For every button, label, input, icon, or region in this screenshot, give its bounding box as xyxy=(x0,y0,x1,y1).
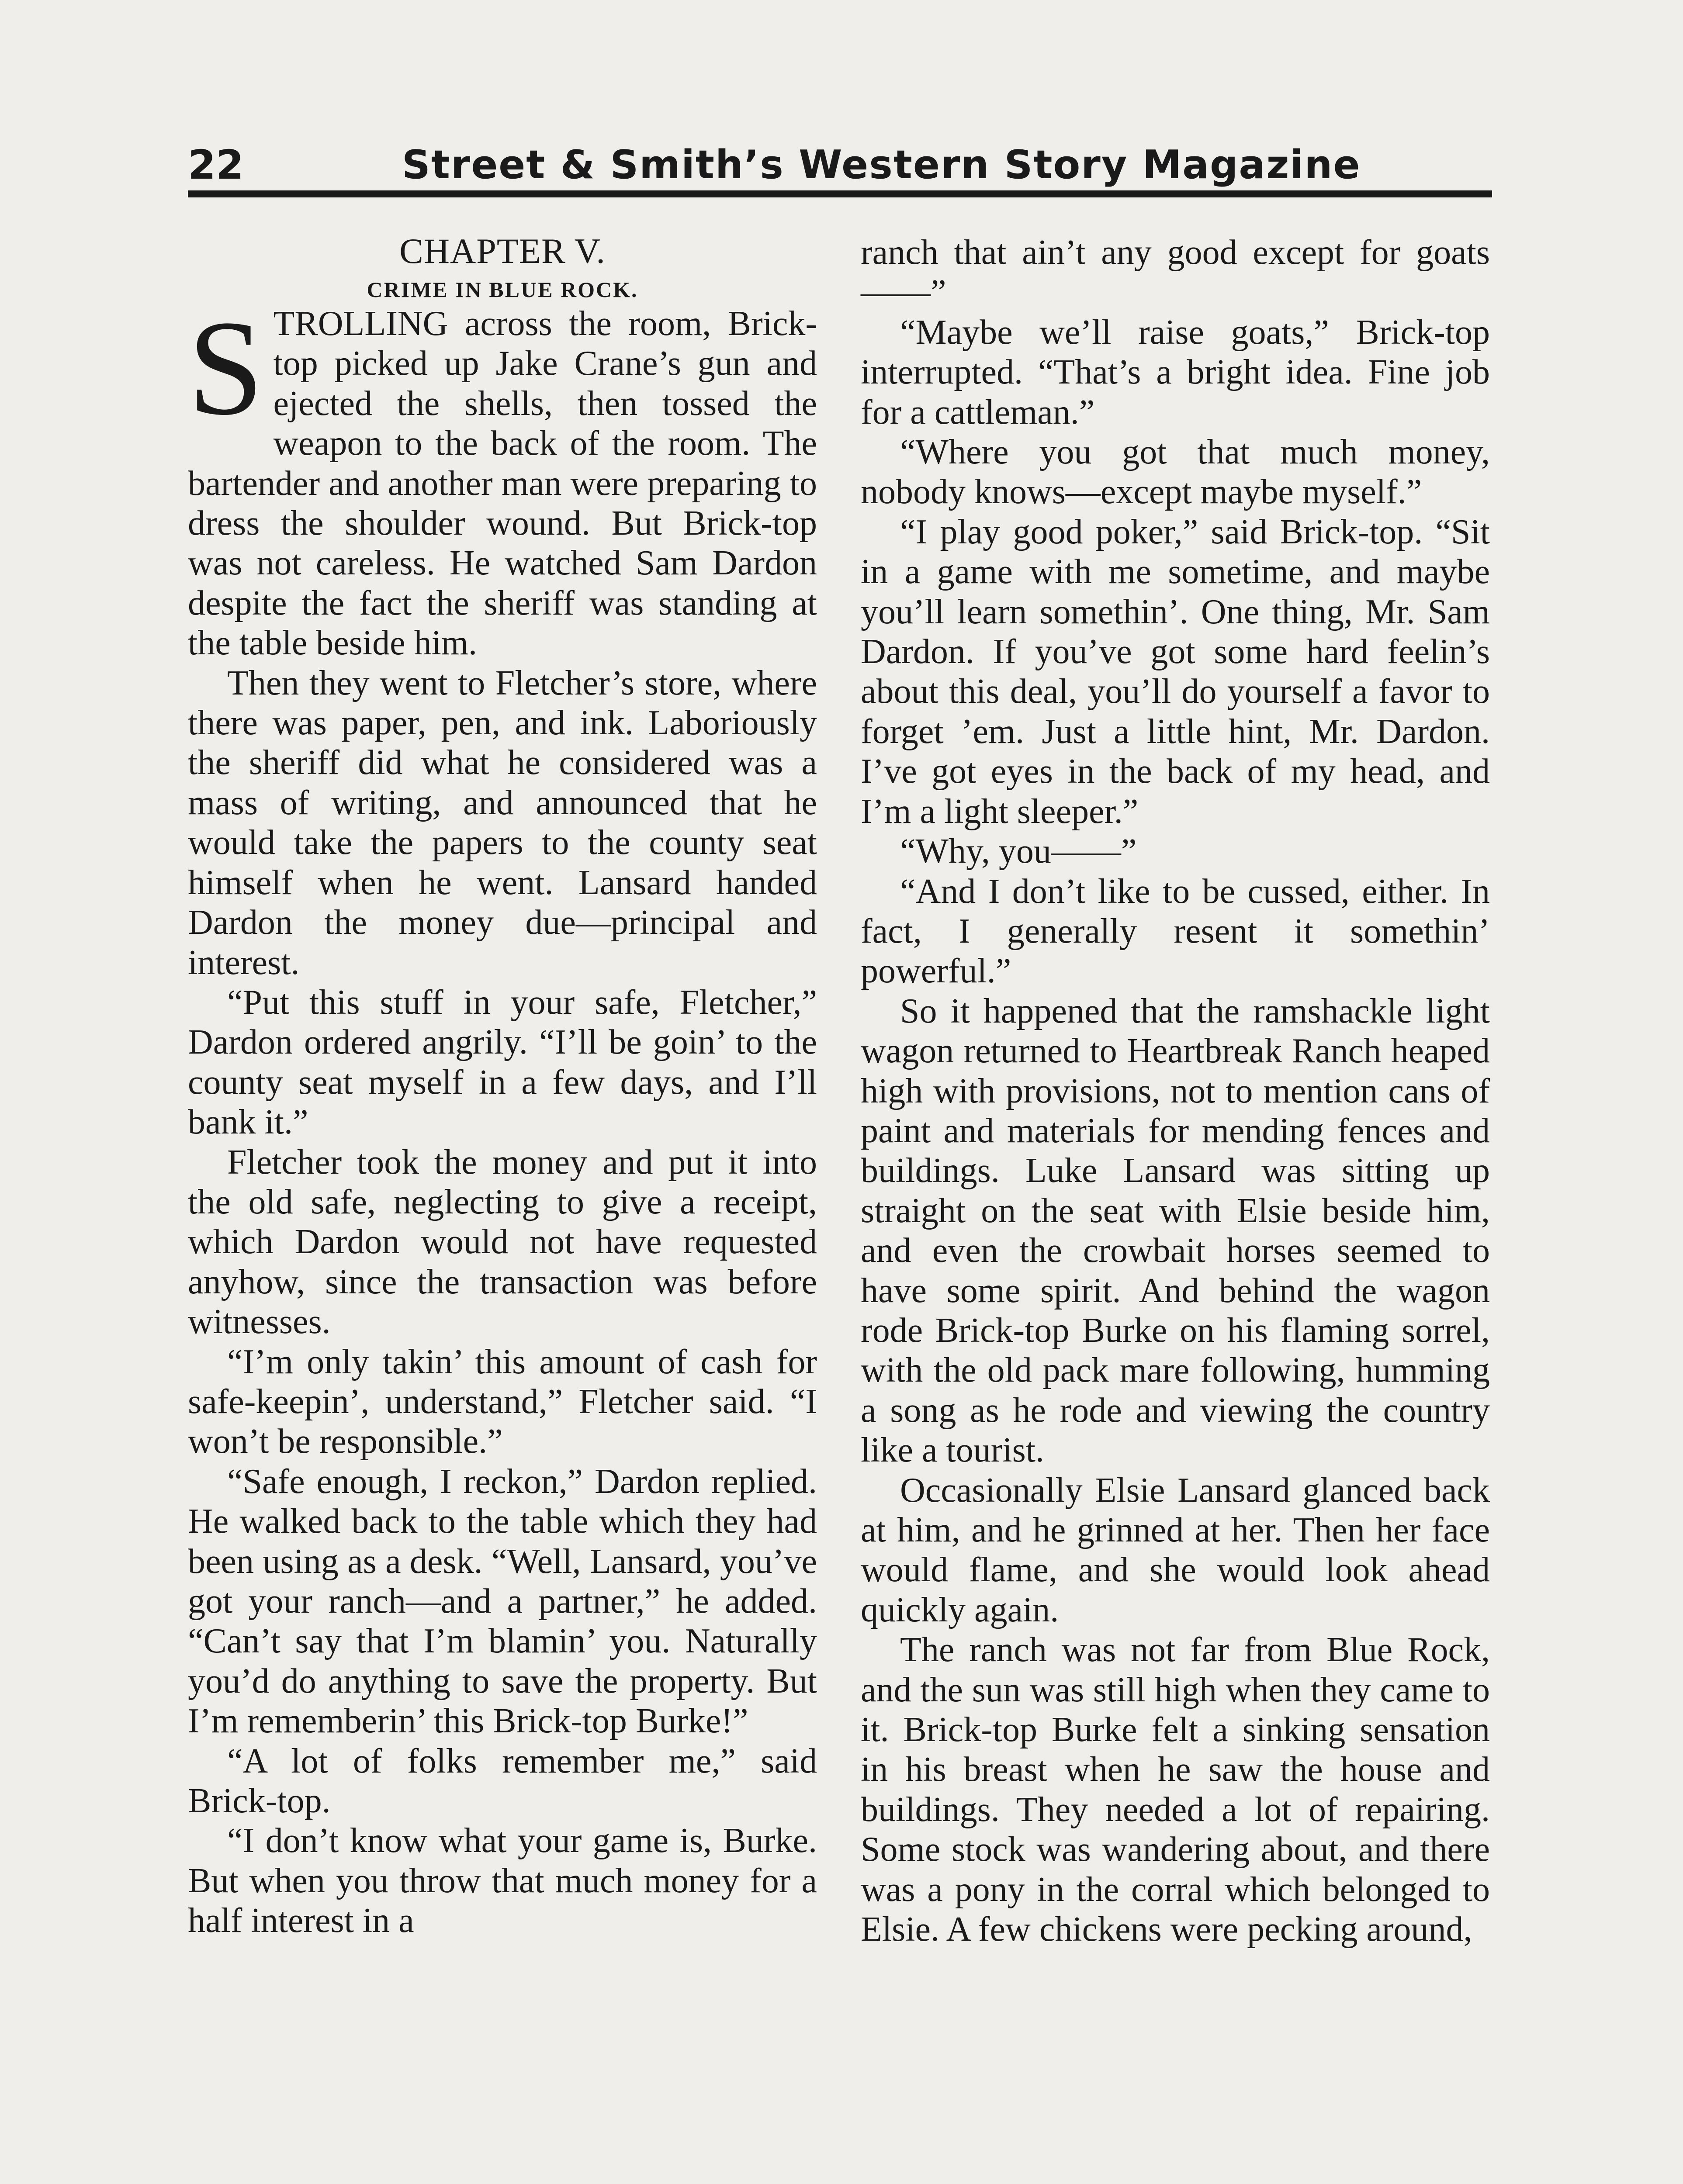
chapter-subheading: CRIME IN BLUE ROCK. xyxy=(367,277,638,302)
paragraph: Fletcher took the money and put it into the old safe, neglecting to give a receipt, which Dardon would not have requested anyhow, since the transaction was before witnesses. xyxy=(188,1143,817,1341)
right-column xyxy=(861,233,1490,1949)
paragraph: “Why, you——” xyxy=(900,832,1137,871)
paragraph: The ranch was not far from Blue Rock, and the sun was still high when they came to it. Brick-top Burke felt a sinking sensation in his breast when he saw the house and buildings. They needed a lot of repairing. Some stock was wandering about, and there was a pony in the corral which belonged to Elsie. A few chickens were pecking around, xyxy=(861,1631,1490,1949)
paragraph: “A lot of folks remember me,” said Brick-top. xyxy=(188,1742,817,1821)
paragraph: “Safe enough, I reckon,” Dardon replied. He walked back to the table which they had been using as a desk. “Well, Lansard, you’ve got your ranch—and a partner,” he added. “Can’t say that I’m blamin’ you. Naturally you’d do anything to save the property. But I’m rememberin’ this Brick-top Burke!” xyxy=(188,1462,817,1741)
left-column xyxy=(188,227,817,1941)
chapter-heading: CHAPTER V. xyxy=(399,231,606,271)
page-header xyxy=(188,139,1490,196)
paragraph: “I’m only takin’ this amount of cash for safe-keepin’, understand,” Fletcher said. “I won’t be responsible.” xyxy=(188,1342,817,1461)
paragraph: “I don’t know what your game is, Burke. But when you throw that much money for a half interest in a xyxy=(188,1821,817,1940)
paragraph: “And I don’t like to be cussed, either. In fact, I generally resent it somethin’ powerful.” xyxy=(861,872,1490,991)
opening-paragraph xyxy=(188,293,817,663)
page-number: 22 xyxy=(188,142,244,188)
paragraph: “Put this stuff in your safe, Fletcher,” Dardon ordered angrily. “I’ll be goin’ to the county seat myself in a few days, and I’ll bank it.” xyxy=(188,983,817,1142)
paragraph: Occasionally Elsie Lansard glanced back at him, and he grinned at her. Then her face would flame, and she would look ahead quickly again. xyxy=(861,1471,1490,1629)
paragraph: “I play good poker,” said Brick-top. “Sit in a game with me sometime, and maybe you’ll learn somethin’. One thing, Mr. Sam Dardon. If you’ve got some hard feelin’s about this deal, you’ll do yourself a favor to forget ’em. Just a little hint, Mr. Dardon. I’ve got eyes in the back of my head, and I’m a light sleeper.” xyxy=(861,512,1490,831)
header-rule xyxy=(188,190,1492,197)
paragraph: So it happened that the ramshackle light wagon returned to Heartbreak Ranch heaped high with provisions, not to mention cans of paint and materials for mending fences and buildings. Luke Lansard was sitting up straight on the seat with Elsie beside him, and even the crowbait horses seemed to have some spirit. And behind the wagon rode Brick-top Burke on his flaming sorrel, with the old pack mare following, humming a song as he rode and viewing the country like a tourist. xyxy=(861,992,1490,1470)
paragraph: “Where you got that much money, nobody knows—except maybe myself.” xyxy=(861,433,1490,511)
magazine-title: Street & Smith’s Western Story Magazine xyxy=(402,142,1361,188)
paragraph: “Maybe we’ll raise goats,” Brick-top interrupted. “That’s a bright idea. Fine job for a cattleman.” xyxy=(861,313,1490,432)
paragraph: Then they went to Fletcher’s store, where there was paper, pen, and ink. Laboriously the sheriff did what he considered was a mass of writing, and announced that he would take the papers to the county seat himself when he went. Lansard handed Dardon the money due—principal and interest. xyxy=(188,663,817,982)
opening-paragraph-text: TROLLING across the room, Brick-top picked up Jake Crane’s gun and ejected the shells, then tossed the weapon to the back of the room. The bartender and another man were preparing to dress the shoulder wound. But Brick-top was not careless. He watched Sam Dardon despite the fact the sheriff was standing at the table beside him. xyxy=(188,304,817,663)
drop-cap: S xyxy=(188,293,264,443)
continued-paragraph: ranch that ain’t any good except for goats——” xyxy=(861,233,1490,312)
